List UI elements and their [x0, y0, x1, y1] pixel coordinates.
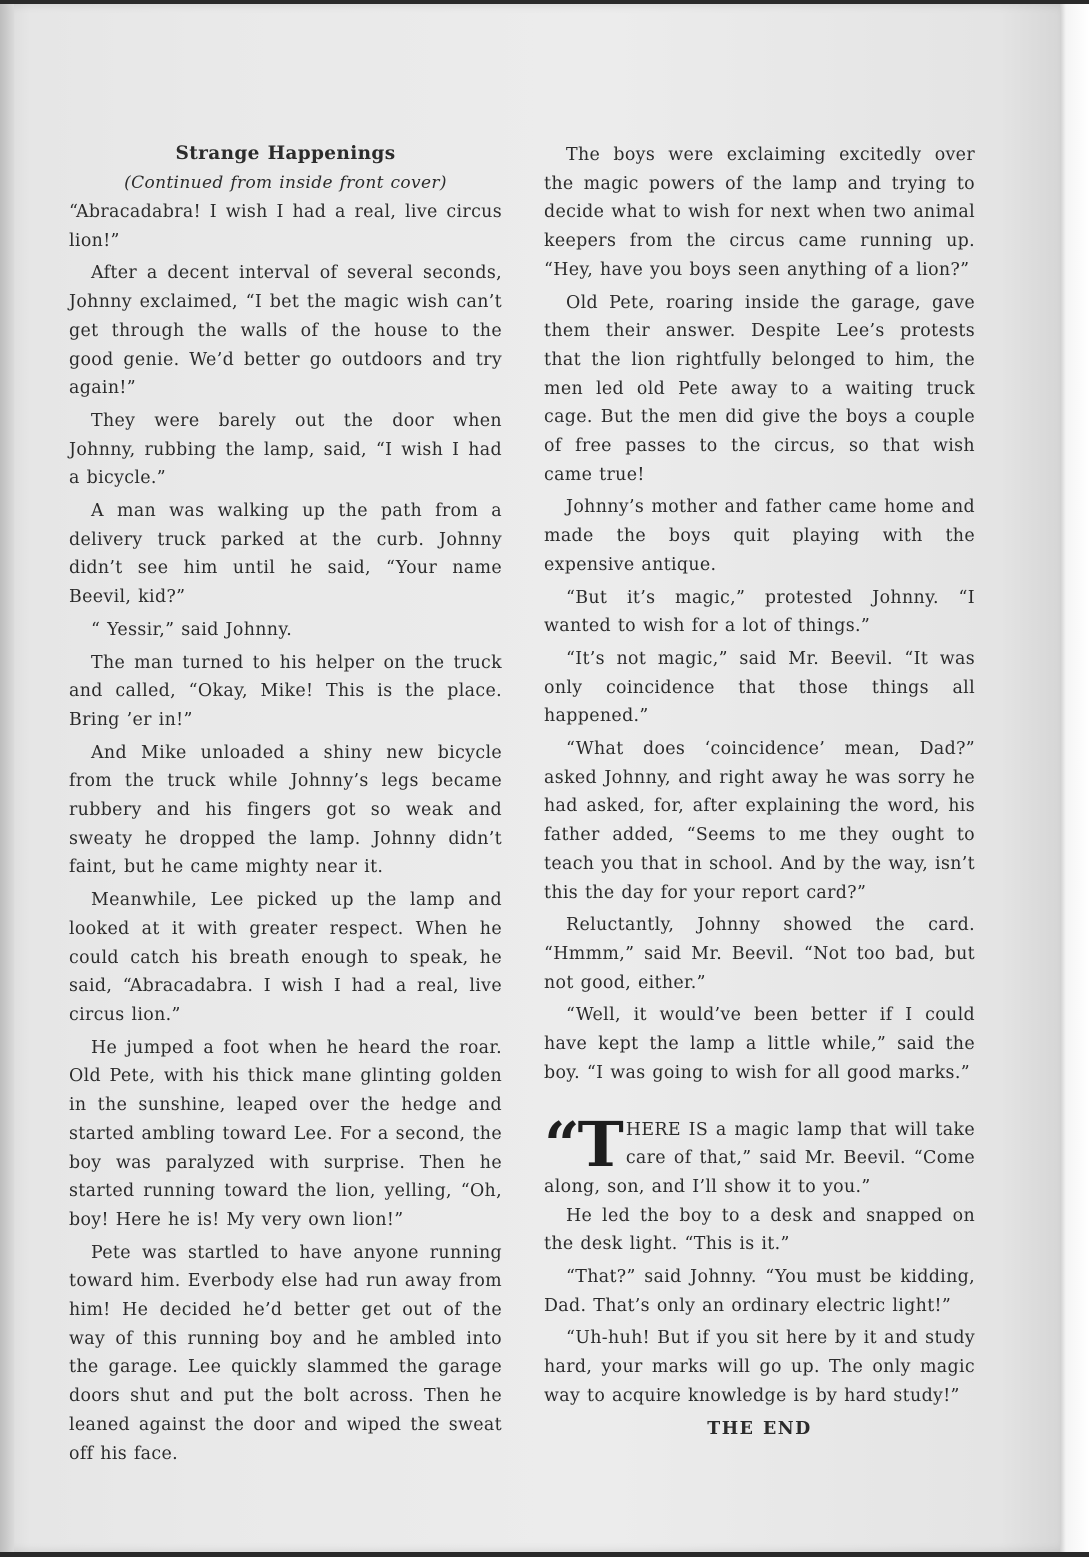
right-column: [544, 141, 975, 1443]
page-edge: [1060, 4, 1089, 1552]
paragraph: And Mike unloaded a shiny new bicycle from the truck while Johnny’s legs became rubbery and his fingers got so weak and sweaty he dropped the lamp. Johnny didn’t faint, but he came mighty near it.: [69, 742, 502, 878]
paragraph: The man turned to his helper on the truck and called, “Okay, Mike! This is the place. Bring ’er in!”: [69, 652, 502, 730]
paragraph: “It’s not magic,” said Mr. Beevil. “It was only coincidence that those things all happened.”: [544, 648, 975, 727]
paragraph: “That?” said Johnny. “You must be kidding, Dad. That’s only an ordinary electric light!”: [544, 1267, 975, 1316]
dropcap-paragraph: [544, 1107, 975, 1202]
left-column: [69, 139, 502, 1468]
paragraph: After a decent interval of several seconds, Johnny exclaimed, “I bet the magic wish can’t get through the walls of the house to the good genie. We’d better go outdoors and try again!”: [69, 263, 502, 399]
paragraph: Old Pete, roaring inside the garage, gave them their answer. Despite Lee’s protests that the lion rightfully belonged to him, the men led old Pete away to a waiting truck cage. But the men did give the boys a couple of free passes to the circus, so that wish came true!: [544, 292, 975, 485]
dropcap-text: HERE IS a magic lamp that will take care of that,” said Mr. Beevil. “Come along, son, and I’ll show it to you.”: [544, 1119, 975, 1197]
page-spine: [0, 4, 14, 1552]
paragraph: A man was walking up the path from a delivery truck parked at the curb. Johnny didn’t see him until he said, “Your name Beevil, kid?”: [69, 501, 502, 608]
paragraph: He led the boy to a desk and snapped on the desk light. “This is it.”: [544, 1205, 975, 1255]
dropcap-initial: “T: [544, 1107, 622, 1181]
paragraph: Reluctantly, Johnny showed the card. “Hmmm,” said Mr. Beevil. “Not too bad, but not good, either.”: [544, 915, 975, 993]
article-subtitle: (Continued from inside front cover): [124, 173, 447, 193]
article-title: Strange Happenings: [175, 143, 396, 164]
right-column-text: [544, 141, 975, 1088]
paragraph: The boys were exclaiming excitedly over the magic powers of the lamp and trying to decide what to wish for next when two animal keepers from the circus came running up. “Hey, have you boys seen anything of a lion?”: [544, 145, 975, 280]
left-column-text: [69, 198, 502, 1468]
paragraph: Johnny’s mother and father came home and made the boys quit playing with the expensive antique.: [544, 497, 975, 575]
the-end-label: THE END: [707, 1418, 812, 1439]
paragraph: “ Yessir,” said Johnny.: [91, 619, 293, 640]
paragraph: “Well, it would’ve been better if I could have kept the lamp a little while,” said the boy. “I was going to wish for all good marks.”: [544, 1005, 975, 1083]
paragraph: “What does ‘coincidence’ mean, Dad?” asked Johnny, and right away he was sorry he had asked, for, after explaining the word, his father added, “Seems to me they ought to teach you that in school. And by the way, isn’t this the day for your report card?”: [544, 739, 975, 903]
paragraph: Pete was startled to have anyone running toward him. Everbody else had run away from him! He decided he’d better get out of the way of this running boy and he ambled into the garage. Lee quickly slammed the garage doors shut and put the bolt across. Then he leaned against the door and wiped the sweat off his face.: [69, 1242, 502, 1464]
right-column-closing-text: [544, 1202, 975, 1411]
paragraph: They were barely out the door when Johnny, rubbing the lamp, said, “I wish I had a bicycle.”: [69, 410, 502, 489]
paragraph: Meanwhile, Lee picked up the lamp and looked at it with greater respect. When he could catch his breath enough to speak, he said, “Abracadabra. I wish I had a real, live circus lion.”: [69, 890, 502, 1025]
paragraph: He jumped a foot when he heard the roar. Old Pete, with his thick mane glinting golden in the sunshine, leaped over the hedge and started ambling toward Lee. For a second, the boy was paralyzed with surprise. Then he started running toward the lion, yelling, “Oh, boy! Here he is! My very own lion!”: [69, 1037, 502, 1230]
paragraph: “But it’s magic,” protested Johnny. “I wanted to wish for a lot of things.”: [544, 587, 975, 637]
paragraph: “Uh-huh! But if you sit here by it and study hard, your marks will go up. The only magic way to acquire knowledge is by hard study!”: [544, 1328, 975, 1406]
paragraph: “Abracadabra! I wish I had a real, live circus lion!”: [69, 202, 502, 251]
